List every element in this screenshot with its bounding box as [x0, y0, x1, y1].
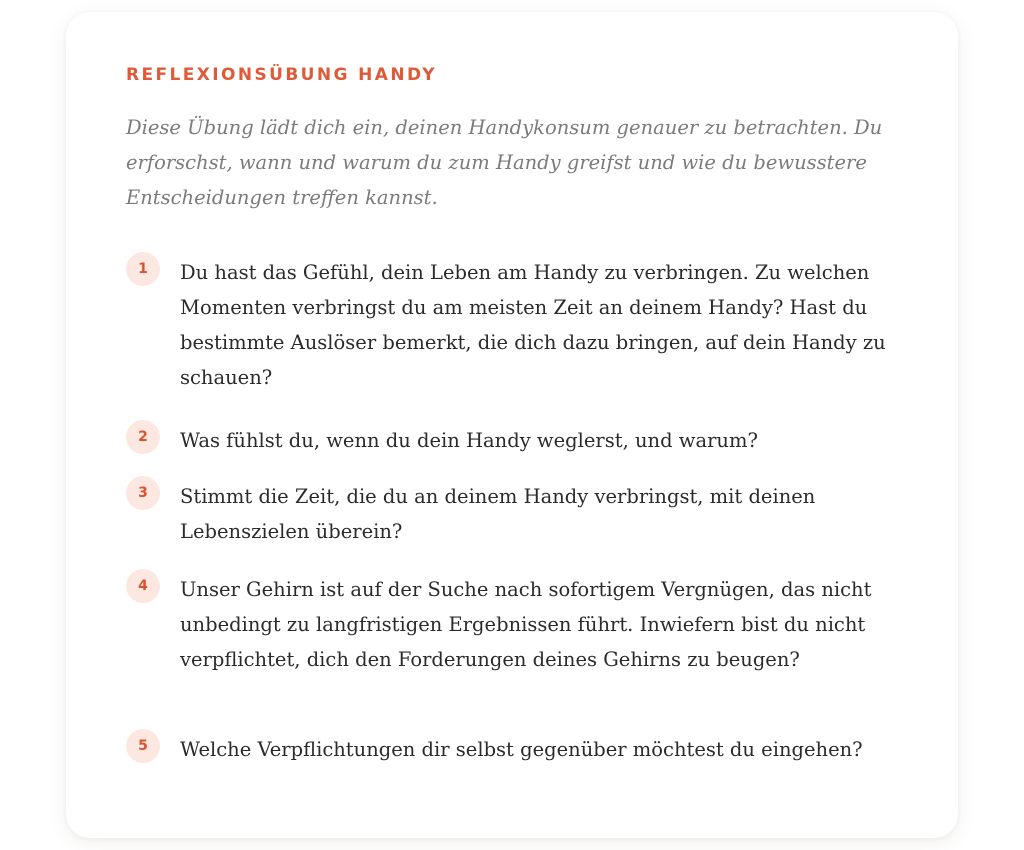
question-number-badge: 1 — [126, 252, 160, 286]
question-number-badge: 2 — [126, 420, 160, 454]
question-text: Was fühlst du, wenn du dein Handy weglerst, und warum? — [180, 429, 758, 452]
question-text: Welche Verpflichtungen dir selbst gegenüber möchtest du eingehen? — [180, 738, 863, 761]
question-number-badge: 4 — [126, 569, 160, 603]
question-text: Stimmt die Zeit, die du an deinem Handy verbringst, mit deinen Lebenszielen überein? — [180, 485, 816, 543]
question-number-badge: 3 — [126, 476, 160, 510]
exercise-intro: Diese Übung lädt dich ein, deinen Handykonsum genauer zu betrachten. Du erforschst, wann und warum du zum Handy greifst und wie du bewusstere Entscheidungen treffen kannst. — [126, 116, 883, 209]
question-text: Du hast das Gefühl, dein Leben am Handy zu verbringen. Zu welchen Momenten verbringst du am meisten Zeit an deinem Handy? Hast du bestimmte Auslöser bemerkt, die dich dazu bringen, auf dein Handy zu schauen? — [180, 261, 886, 389]
question-number-badge: 5 — [126, 729, 160, 763]
reflection-card — [66, 12, 958, 838]
exercise-title: REFLEXIONSÜBUNG HANDY — [126, 65, 437, 85]
question-text: Unser Gehirn ist auf der Suche nach sofortigem Vergnügen, das nicht unbedingt zu langfristigen Ergebnissen führt. Inwiefern bist du nicht verpflichtet, dich den Forderungen deines Gehirns zu beugen? — [180, 578, 872, 671]
